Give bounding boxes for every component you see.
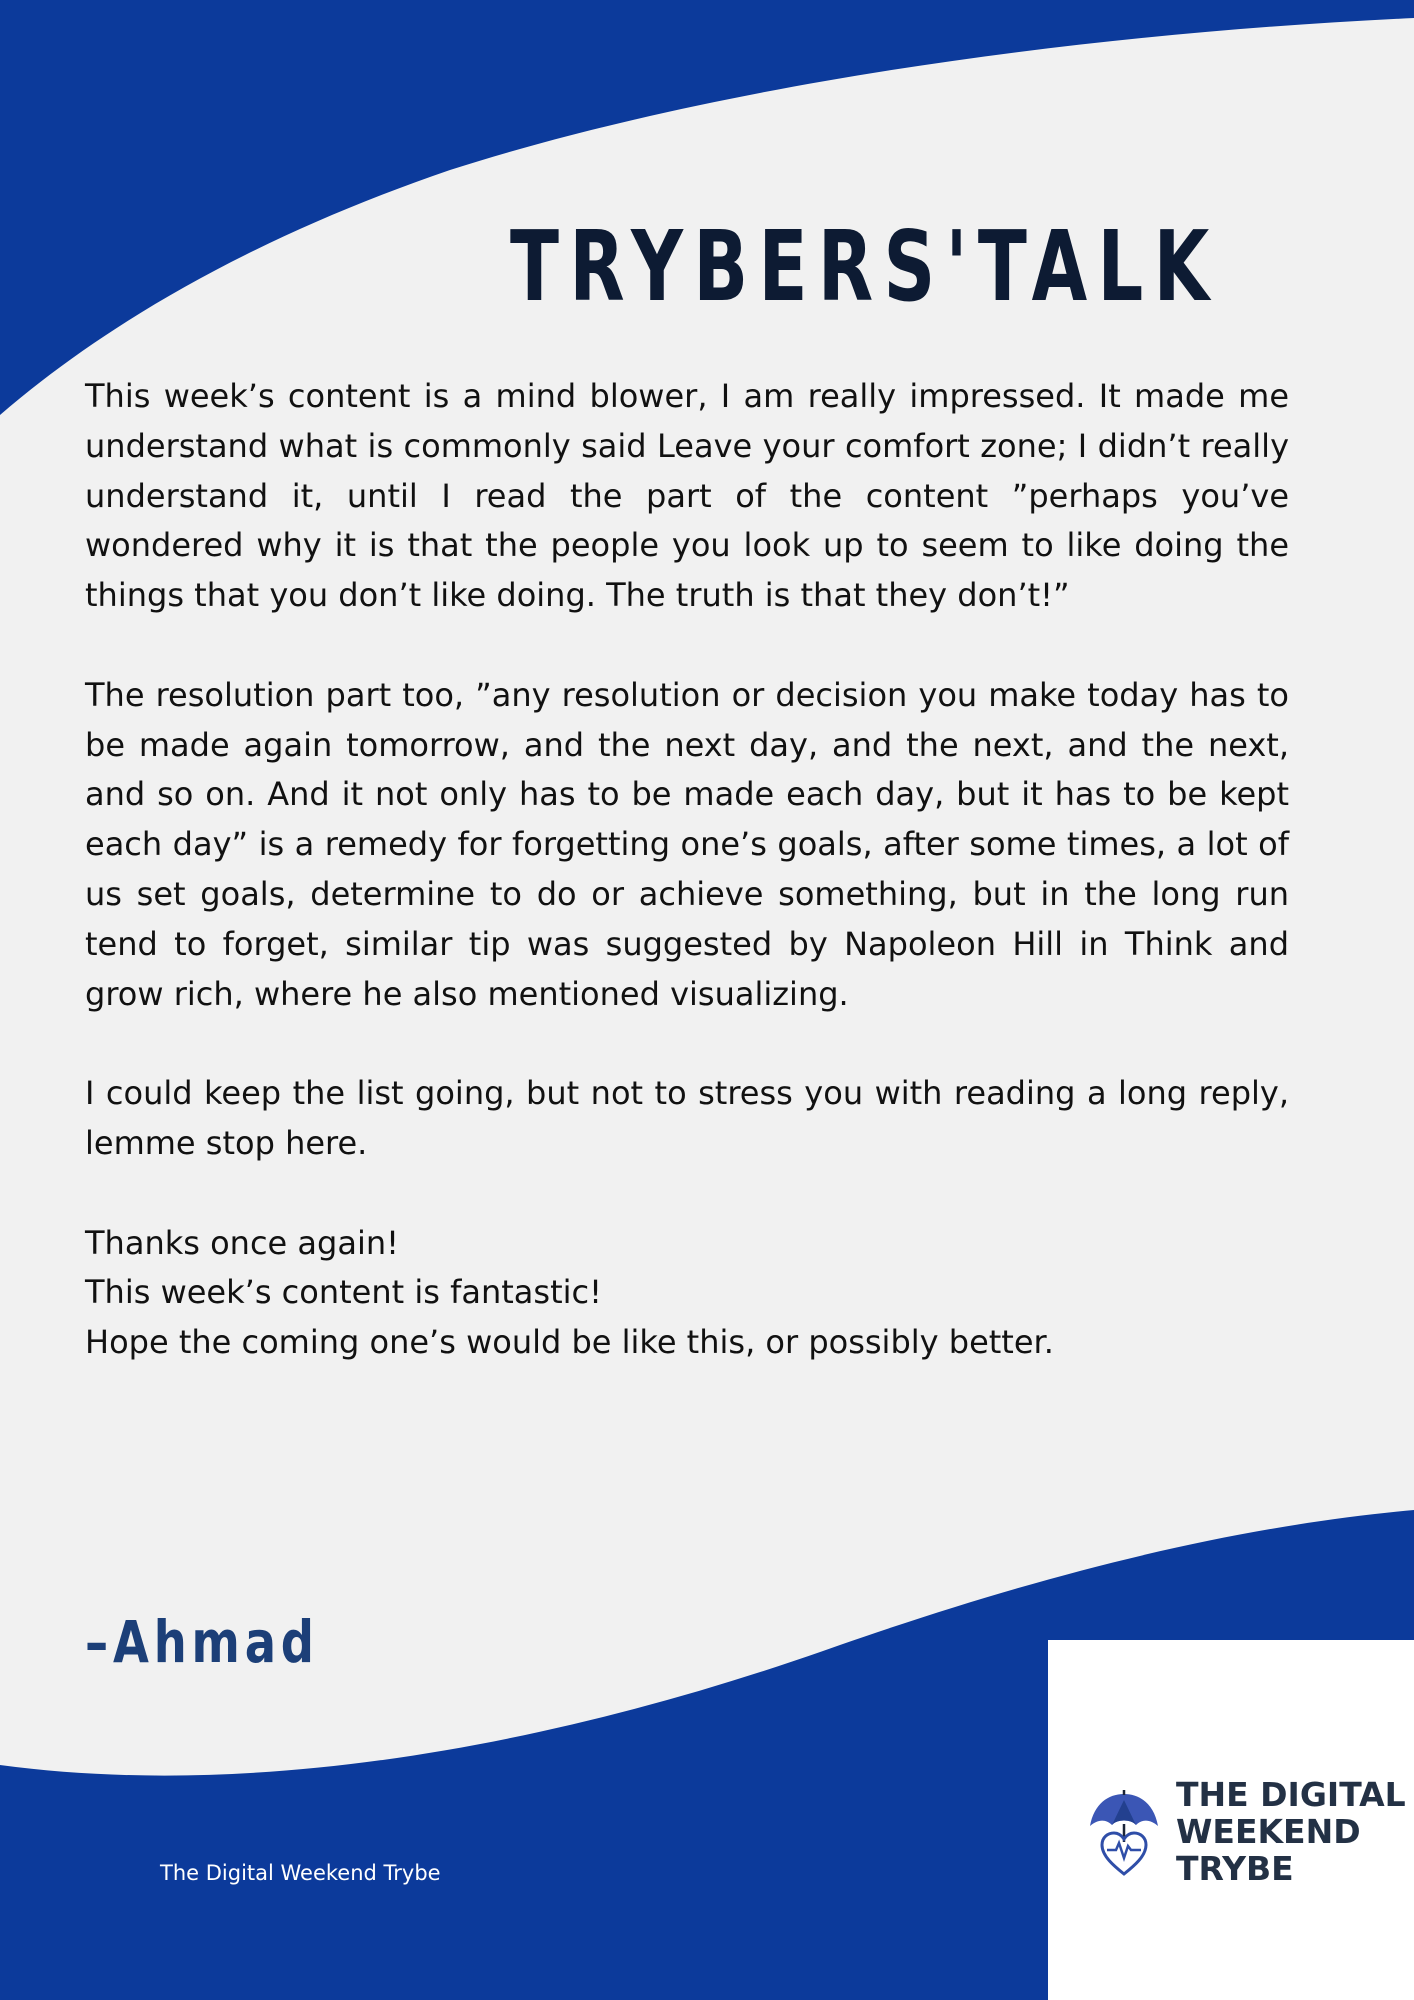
top-wave (0, 0, 1414, 415)
logo-line: WEEKEND (1176, 1812, 1361, 1851)
logo-box (1048, 1640, 1414, 2000)
letter-paragraph: This week’s content is a mind blower, I am really impressed. It made me understand what is commonly said Leave your comfort zone; I didn’t really understand it, until I read the part of the content ”perhaps you’ve wondered why it is that the people you look up to seem to like doing the things that you don’t like doing. The truth is that they don’t!” (85, 377, 1289, 615)
letter-body (85, 372, 1289, 1368)
umbrella-heart-icon (1086, 1788, 1162, 1880)
footer-brand-text: The Digital Weekend Trybe (160, 1861, 441, 1885)
letter-paragraph: I could keep the list going, but not to stress you with reading a long reply, lemme stop here. (85, 1074, 1289, 1162)
closing-line: Thanks once again! (85, 1223, 399, 1262)
logo-text (1176, 1776, 1406, 1887)
page-title: TRYBERS'TALK (510, 210, 1220, 323)
closing-line: Hope the coming one’s would be like this, or possibly better. (85, 1323, 1054, 1362)
letter-paragraph: The resolution part too, ”any resolution or decision you make today has to be made again tomorrow, and the next day, and the next, and the next, and so on. And it not only has to be made each day, but it has to be kept each day” is a remedy for forgetting one’s goals, after some times, a lot of us set goals, determine to do or achieve something, but in the long run tend to forget, similar tip was suggested by Napoleon Hill in Think and grow rich, where he also mentioned visualizing. (85, 675, 1289, 1013)
logo-line: THE DIGITAL (1176, 1775, 1406, 1814)
signature: –Ahmad (85, 1608, 319, 1676)
closing-lines (85, 1219, 1289, 1368)
closing-line: This week’s content is fantastic! (85, 1273, 602, 1312)
logo-line: TRYBE (1176, 1849, 1294, 1888)
